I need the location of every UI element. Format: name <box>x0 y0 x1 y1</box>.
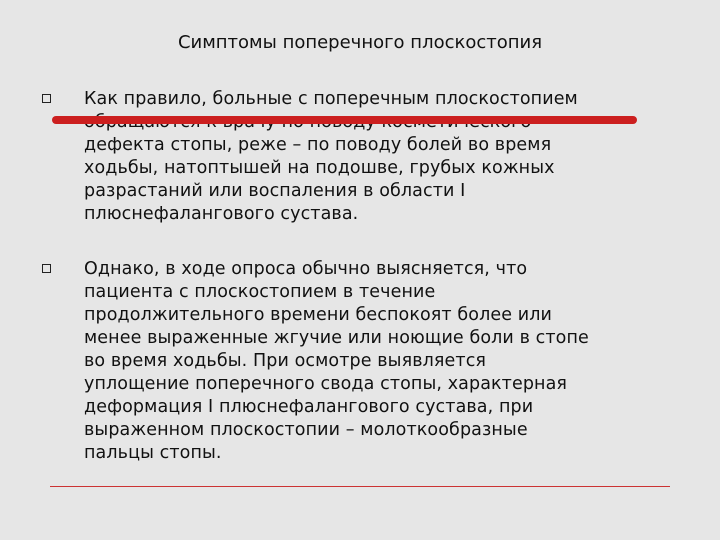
bullet-text-2: Однако, в ходе опроса обычно выясняется, что пациента с плоскостопием в течение продолжительного времени беспокоят более или менее выраженные жгучие или ноющие боли в стопе во время ходьбы. При осмотре выявляется уплощение поперечного свода стопы, характерная деформация I плюснефалангового сустава, при выраженном плоскостопии – молоткообразные пальцы стопы. <box>84 259 589 463</box>
square-bullet-icon <box>42 94 51 103</box>
slide-title: Симптомы поперечного плоскостопия <box>177 32 543 53</box>
square-bullet-icon <box>42 264 51 273</box>
accent-bar <box>52 116 637 124</box>
bottom-divider <box>50 486 670 487</box>
bullet-text-1: Как правило, больные с поперечным плоскостопием дефекта стопы, реже – по поводу болей во время ходьбы, натоптышей на подошве, грубых кожных разрастаний или воспаления в области I плюснефалангового сустава. <box>84 89 578 224</box>
